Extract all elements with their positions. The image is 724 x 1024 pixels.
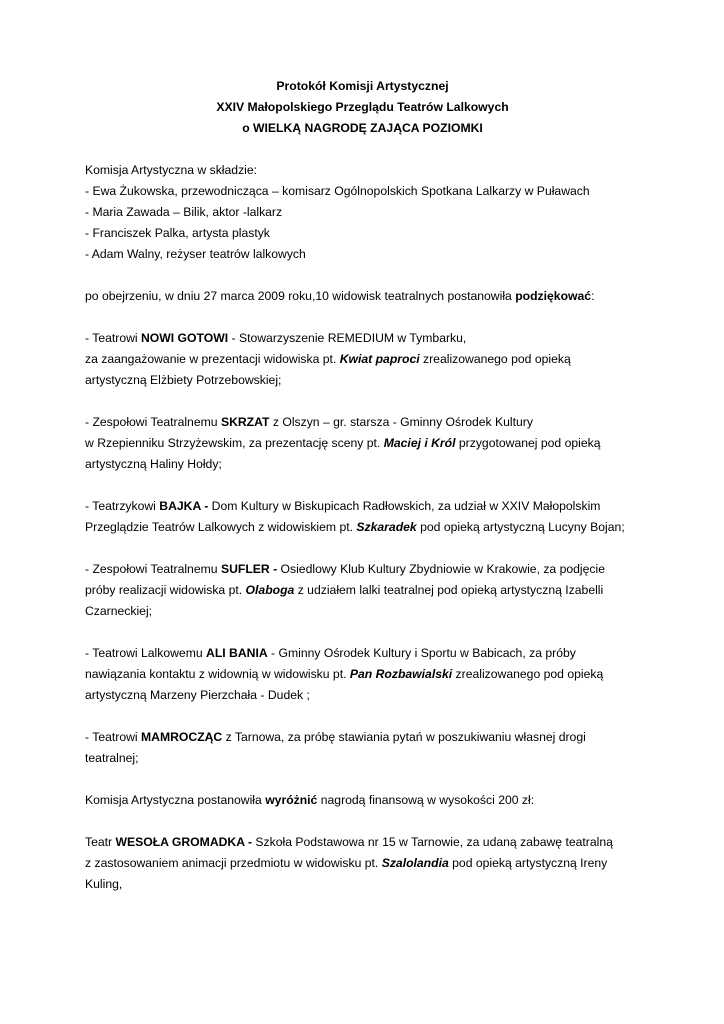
play-title: Szalolandia bbox=[381, 856, 449, 870]
title-line-2: XXIV Małopolskiego Przeglądu Teatrów Lalkowych bbox=[216, 100, 509, 114]
title-line-3: o WIELKĄ NAGRODĘ ZAJĄCA POZIOMKI bbox=[242, 121, 483, 135]
theatre-name: WESOŁA GROMADKA - bbox=[115, 835, 253, 849]
award-paragraph: Komisja Artystyczna postanowiła wyróżnić nagrodą finansową w wysokości 200 zł: bbox=[85, 793, 535, 807]
theatre-name: ALI BANIA bbox=[206, 646, 268, 660]
entry-paragraph: - Zespołowi Teatralnemu SUFLER - Osiedlowy Klub Kultury Zbydniowie w Krakowie, za podjęcie próby realizacji widowiska pt. Olaboga z udziałem lalki teatralnej pod opieką artystyczną Izabelli Czarneckiej; bbox=[85, 562, 606, 618]
play-title: Kwiat paproci bbox=[339, 352, 420, 366]
entry-paragraph: - Teatrowi NOWI GOTOWI - Stowarzyszenie REMEDIUM w Tymbarku, za zaangażowanie w prezentacji widowiska pt. Kwiat paproci zrealizowanego pod opieką artystyczną Elżbiety Potrzebowskiej; bbox=[85, 331, 571, 387]
play-title: Szkaradek bbox=[356, 520, 417, 534]
theatre-name: BAJKA - bbox=[159, 499, 209, 513]
theatre-name: SKRZAT bbox=[220, 415, 270, 429]
intro-paragraph: po obejrzeniu, w dniu 27 marca 2009 roku,10 widowisk teatralnych postanowiła podziękować: bbox=[85, 289, 595, 303]
entry-paragraph: - Teatrowi MAMROCZĄC z Tarnowa, za próbę stawiania pytań w poszukiwaniu własnej drogi teatralnej; bbox=[85, 730, 586, 765]
entry-paragraph: - Teatrzykowi BAJKA - Dom Kultury w Biskupicach Radłowskich, za udział w XXIV Małopolskim Przeglądzie Teatrów Lalkowych z widowiskiem pt. Szkaradek pod opieką artystyczną Lucyny Bojan; bbox=[85, 499, 625, 534]
entry-paragraph: - Teatrowi Lalkowemu ALI BANIA - Gminny Ośrodek Kultury i Sportu w Babicach, za próby nawiązania kontaktu z widownią w widowisku pt. Pan Rozbawialski zrealizowanego pod opieką artystyczną Marzeny Pierzchała - Dudek ; bbox=[85, 646, 604, 702]
award-bold: wyróżnić bbox=[265, 793, 318, 807]
theatre-name: NOWI GOTOWI bbox=[141, 331, 229, 345]
document-title bbox=[85, 76, 640, 139]
committee-heading: Komisja Artystyczna w składzie: bbox=[85, 163, 258, 177]
committee-member: - Adam Walny, reżyser teatrów lalkowych bbox=[85, 247, 306, 261]
entry-paragraph: - Zespołowi Teatralnemu SKRZAT z Olszyn – gr. starsza - Gminny Ośrodek Kultury w Rzepienniku Strzyżewskim, za prezentację sceny pt. Maciej i Król przygotowanej pod opieką artystyczną Haliny Hołdy; bbox=[85, 415, 601, 471]
theatre-name: MAMROCZĄC bbox=[141, 730, 223, 744]
theatre-name: SUFLER - bbox=[220, 562, 278, 576]
intro-bold: podziękować bbox=[515, 289, 592, 303]
award-entry-paragraph: Teatr WESOŁA GROMADKA - Szkoła Podstawowa nr 15 w Tarnowie, za udaną zabawę teatralną z zastosowaniem animacji przedmiotu w widowisku pt. Szalolandia pod opieką artystyczną Ireny Kuling, bbox=[85, 835, 613, 891]
play-title: Pan Rozbawialski bbox=[349, 667, 453, 681]
play-title: Maciej i Król bbox=[383, 436, 456, 450]
committee-member: - Maria Zawada – Bilik, aktor -lalkarz bbox=[85, 205, 283, 219]
committee-member: - Ewa Żukowska, przewodnicząca – komisarz Ogólnopolskich Spotkana Lalkarzy w Puławach bbox=[85, 184, 590, 198]
committee-member: - Franciszek Palka, artysta plastyk bbox=[85, 226, 270, 240]
document-page bbox=[85, 76, 640, 895]
title-line-1: Protokół Komisji Artystycznej bbox=[276, 79, 449, 93]
play-title: Olaboga bbox=[245, 583, 295, 597]
